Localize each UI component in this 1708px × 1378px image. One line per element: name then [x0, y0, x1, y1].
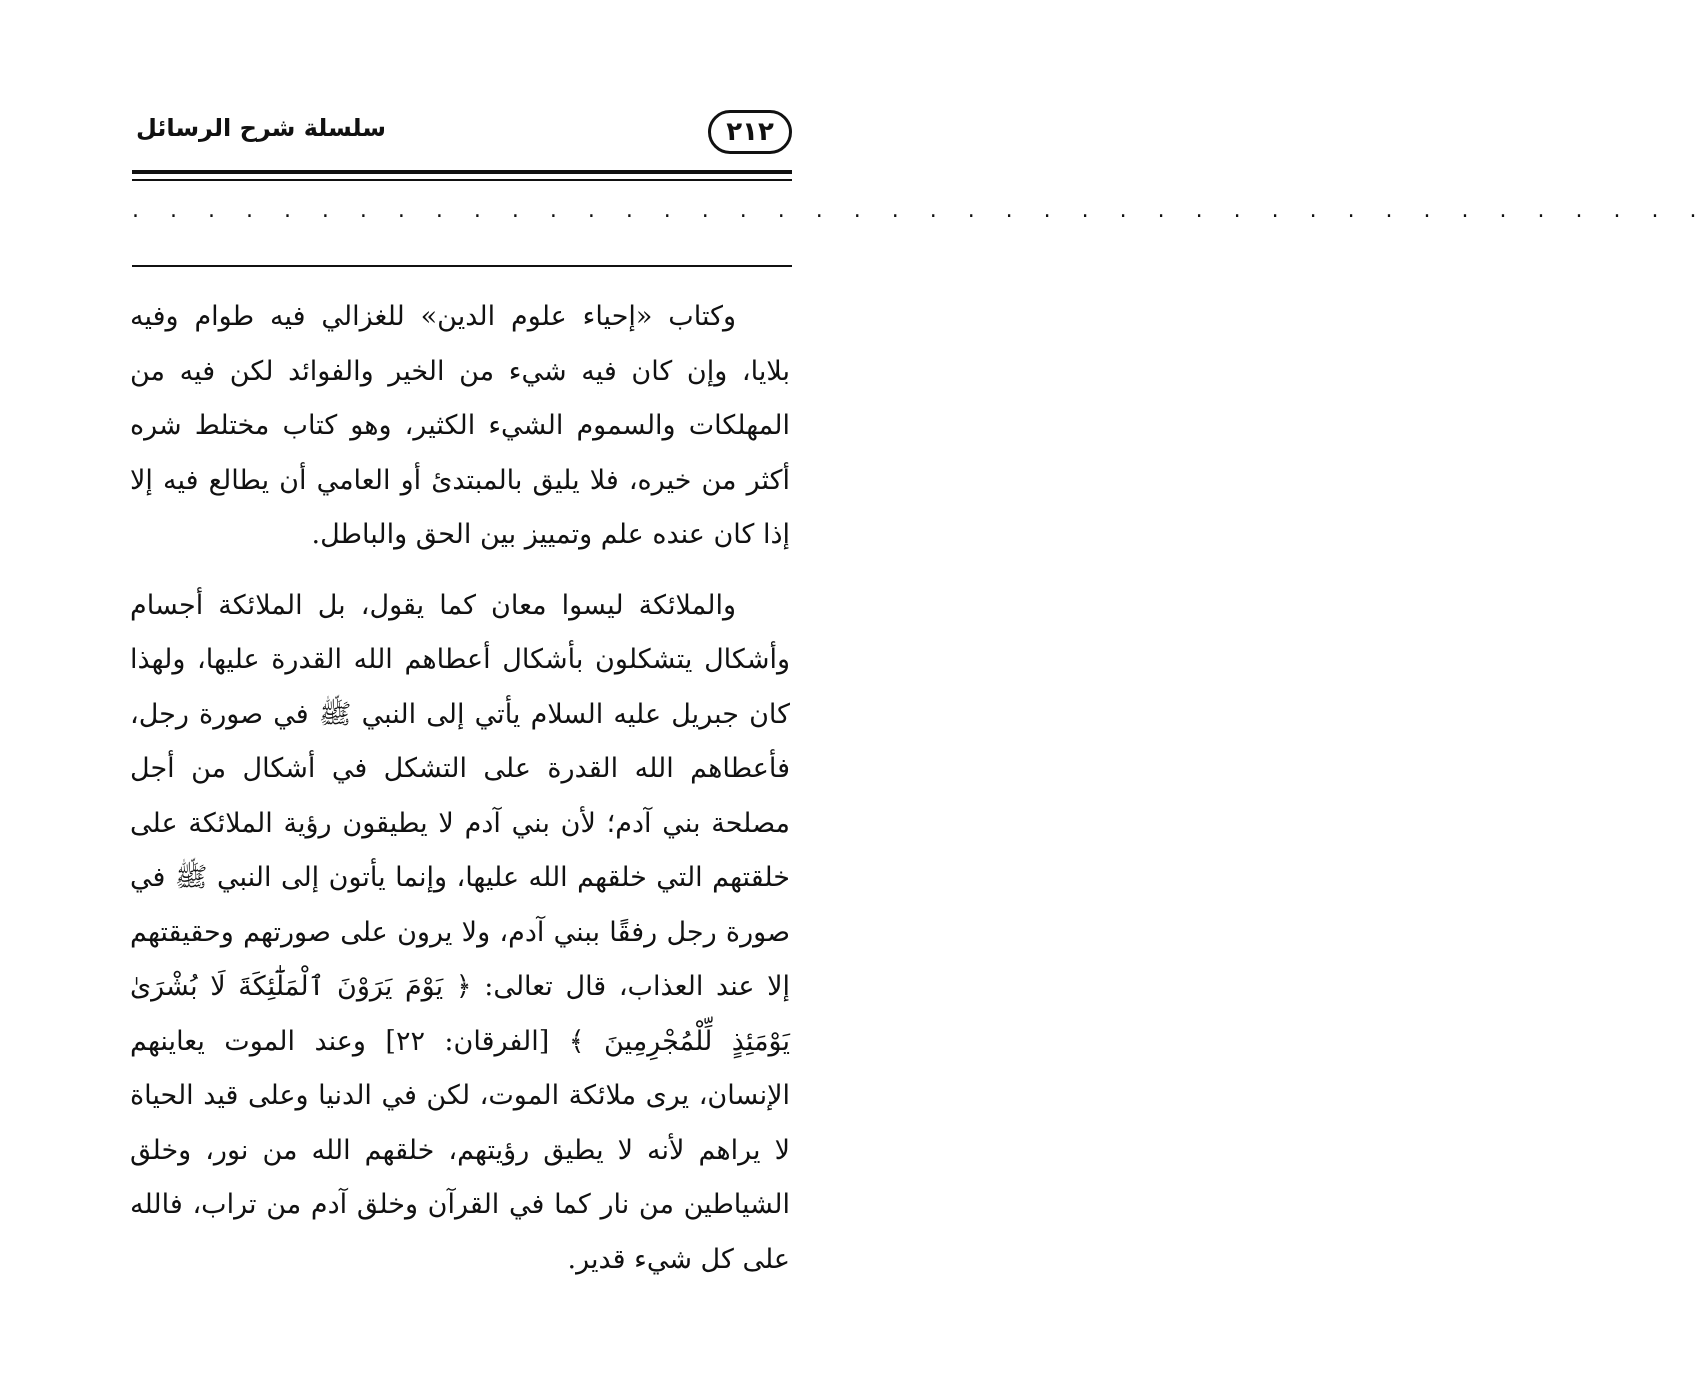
section-divider [132, 265, 792, 267]
page-body [130, 290, 790, 1287]
header-rule-thick [132, 170, 792, 174]
series-title: سلسلة شرح الرسائل [136, 114, 386, 142]
header-rule-thin [132, 179, 792, 181]
page-number: ٢١٢ [726, 117, 774, 147]
dotted-separator: . . . . . . . . . . . . . . . . . . . . . . . . . . . . . . . . . . . . . . . . . . [132, 198, 1708, 223]
paragraph-ihya: وكتاب «إحياء علوم الدين» للغزالي فيه طوام وفيه بلايا، وإن كان فيه شيء من الخير والفوائد لكن فيه من المهلكات والسموم الشيء الكثير، وهو كتاب مختلط شره أكثر من خيره، فلا يليق بالمبتدئ أو العامي أن يطالع فيه إلا إذا كان عنده علم وتمييز بين الحق والباطل. [130, 301, 790, 550]
paragraph-angels: والملائكة ليسوا معان كما يقول، بل الملائكة أجسام وأشكال يتشكلون بأشكال أعطاهم الله القدرة عليها، ولهذا كان جبريل عليه السلام يأتي إلى النبي ﷺ في صورة رجل، فأعطاهم الله القدرة على التشكل في أشكال من أجل مصلحة بني آدم؛ لأن بني آدم لا يطيقون رؤية الملائكة على خلقتهم التي خلقهم الله عليها، وإنما يأتون إلى النبي ﷺ في صورة رجل رفقًا ببني آدم، ولا يرون على صورتهم وحقيقتهم إلا عند العذاب، قال تعالى: ﴿ يَوْمَ يَرَوْنَ ٱلْمَلَٰٓئِكَةَ لَا بُشْرَىٰ يَوْمَئِذٍ لِّلْمُجْرِمِينَ ﴾ [الفرقان: ٢٢] وعند الموت يعاينهم الإنسان، يرى ملائكة الموت، لكن في الدنيا وعلى قيد الحياة لا يراهم لأنه لا يطيق رؤيتهم، خلقهم الله من نور، وخلق الشياطين من نار كما في القرآن وخلق آدم من تراب، فالله على كل شيء قدير. [130, 589, 790, 1275]
page-header [132, 108, 792, 168]
page-number-badge [708, 110, 792, 154]
